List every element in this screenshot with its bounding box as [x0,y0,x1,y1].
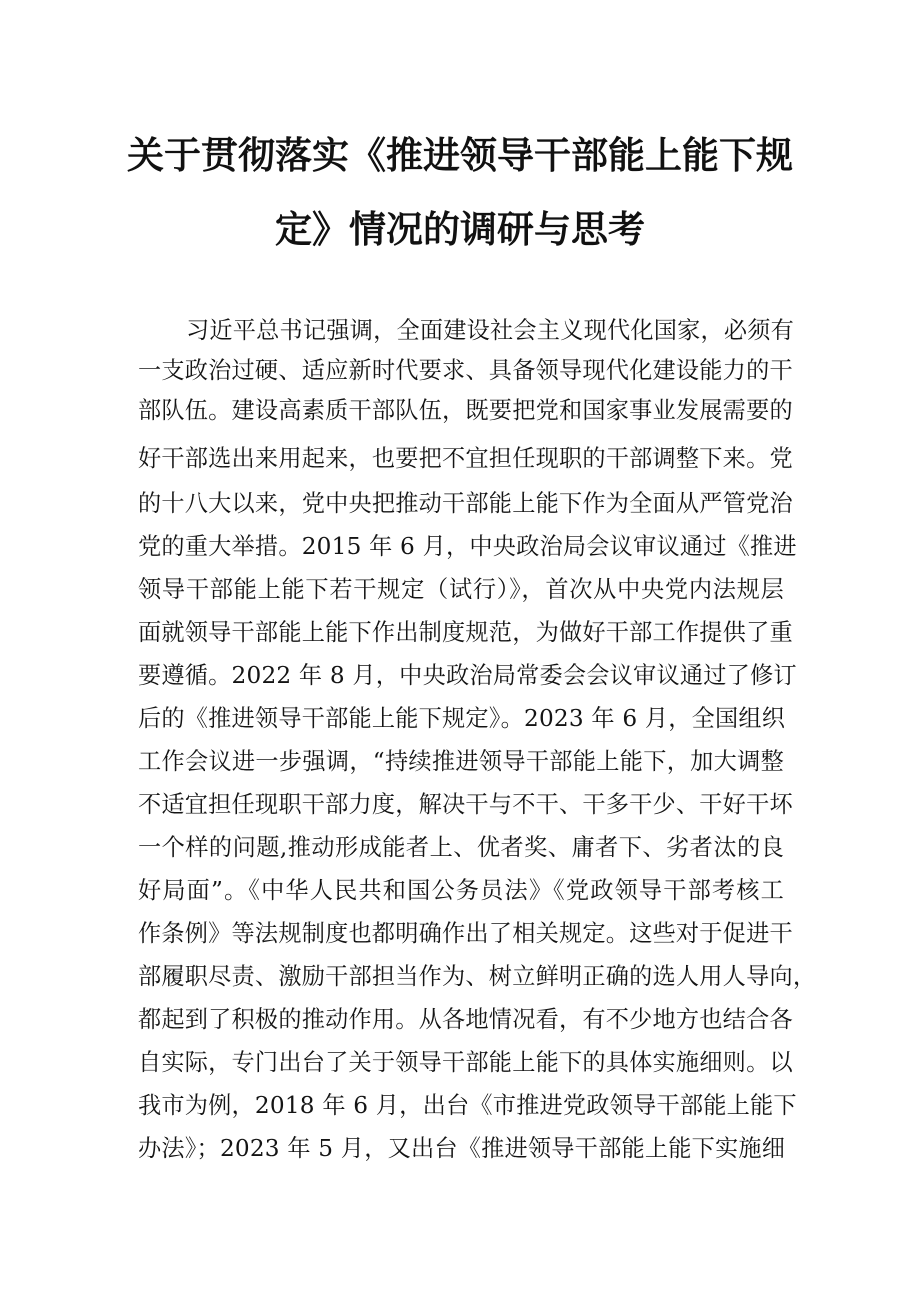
body-line-2: 一支政治过硬、适应新时代要求、具备领导现代化建设能力的干 [138,357,793,384]
document-title-line-2: 定》情况的调研与思考 [275,208,645,251]
body-line-10: 后的《推进领导干部能上能下规定》。2023 年 6 月，全国组织 [138,705,786,732]
body-line-3: 部队伍。建设高素质干部队伍，既要把党和国家事业发展需要的 [138,397,793,424]
body-line-5: 的十八大以来，党中央把推动干部能上能下作为全面从严管党治 [138,490,793,517]
body-line-18: 自实际，专门出台了关于领导干部能上能下的具体实施细则。以 [138,1049,793,1076]
body-line-7: 领导干部能上能下若干规定（试行）》，首次从中央党内法规层 [138,576,784,603]
body-line-1: 习近平总书记强调，全面建设社会主义现代化国家，必须有 [186,317,795,344]
body-line-4: 好干部选出来用起来，也要把不宜担任现职的干部调整下来。党 [138,445,793,472]
body-line-9: 要遵循。2022 年 8 月，中央政治局常委会会议审议通过了修订 [138,662,797,689]
body-line-13: 一个样的问题,推动形成能者上、优者奖、庸者下、劣者汰的良 [138,834,784,861]
body-line-12: 不适宜担任现职干部力度，解决干与不干、干多干少、干好干坏 [138,791,793,818]
body-line-11: 工作会议进一步强调，“持续推进领导干部能上能下，加大调整 [138,748,784,775]
body-line-20: 办法》；2023 年 5 月，又出台《推进领导干部能上能下实施细 [138,1135,786,1162]
body-line-15: 作条例》等法规制度也都明确作出了相关规定。这些对于促进干 [138,920,793,947]
body-line-6: 党的重大举措。2015 年 6 月，中央政治局会议审议通过《推进 [138,533,797,560]
body-line-14: 好局面”。《中华人民共和国公务员法》《党政领导干部考核工 [138,877,784,904]
body-line-8: 面就领导干部能上能下作出制度规范，为做好干部工作提供了重 [138,619,793,646]
document-title-line-1: 关于贯彻落实《推进领导干部能上能下规 [127,134,793,177]
body-line-17: 都起到了积极的推动作用。从各地情况看，有不少地方也结合各 [138,1006,793,1033]
body-line-19: 我市为例，2018 年 6 月，出台《市推进党政领导干部能上能下 [138,1092,797,1119]
body-line-16: 部履职尽责、激励干部担当作为、树立鲜明正确的选人用人导向， [138,963,817,990]
